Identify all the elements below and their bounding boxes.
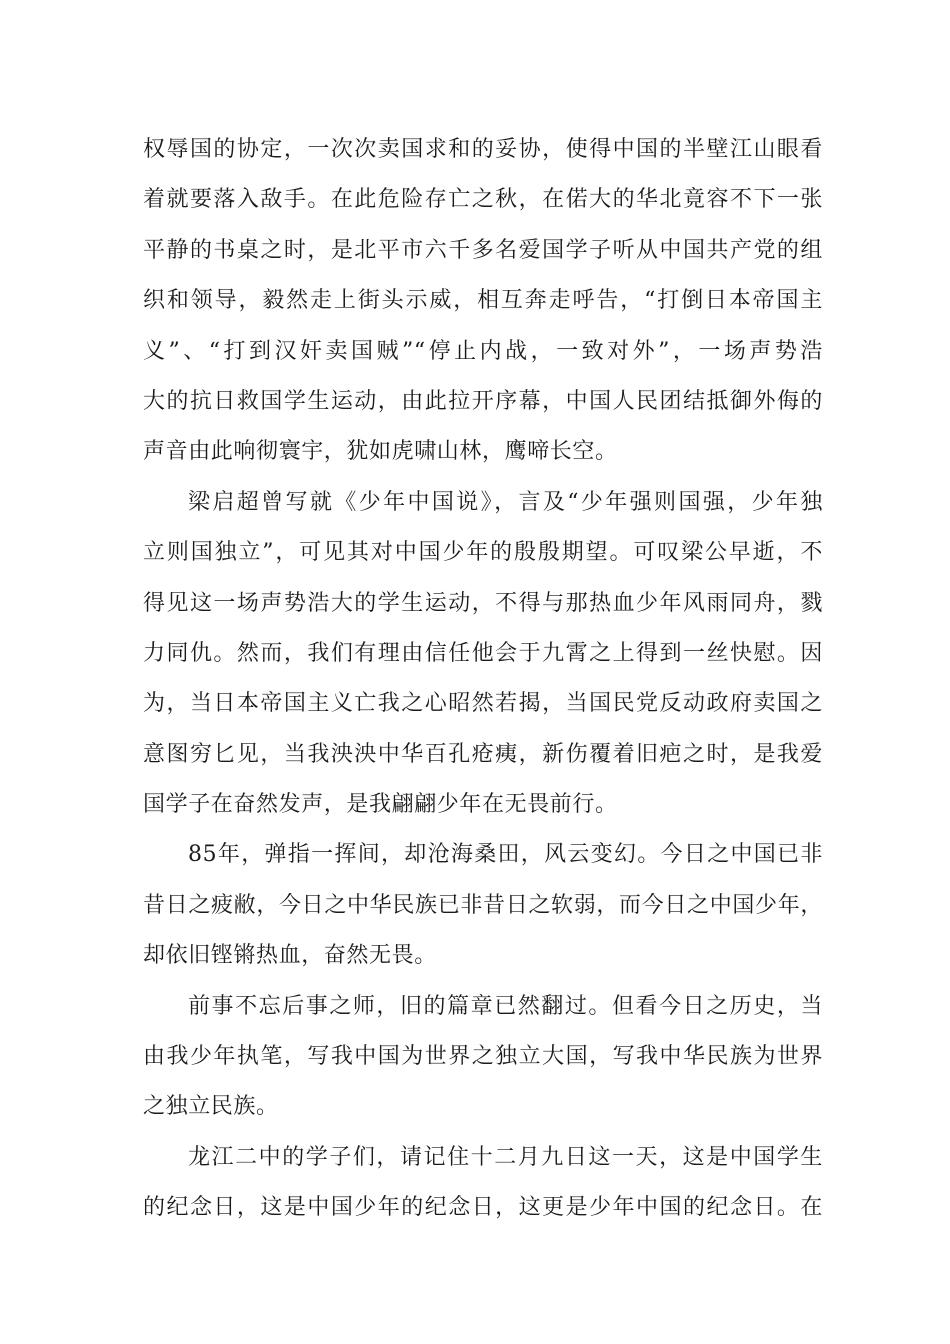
text-line: 意图穷匕见，当我泱泱中华百孔疮痍，新伤覆着旧疤之时，是我爱 [143, 741, 823, 767]
text-line: 前事不忘后事之师，旧的篇章已然翻过。但看今日之历史，当 [188, 993, 823, 1019]
text-line: 平静的书桌之时，是北平市六千多名爱国学子听从中国共产党的组 [143, 237, 823, 263]
paragraph-5 [143, 1133, 823, 1234]
text-line: 国学子在奋然发声，是我翩翩少年在无畏前行。 [143, 792, 618, 818]
text-line: 为，当日本帝国主义亡我之心昭然若揭，当国民党反动政府卖国之 [143, 691, 823, 717]
text-line: 昔日之疲敝，今日之中华民族已非昔日之软弱，而今日之中国少年， [143, 892, 823, 918]
text-line: 之独立民族。 [143, 1094, 279, 1120]
text-line: 立则国独立”，可见其对中国少年的殷殷期望。可叹梁公早逝，不 [143, 540, 823, 566]
text-line: 却依旧铿锵热血，奋然无畏。 [143, 943, 437, 969]
text-line: 85年，弹指一挥间，却沧海桑田，风云变幻。今日之中国已非 [188, 842, 823, 868]
text-line: 由我少年执笔，写我中国为世界之独立大国，写我中华民族为世界 [143, 1044, 823, 1070]
paragraph-4 [143, 982, 823, 1133]
text-line: 的纪念日，这是中国少年的纪念日，这更是少年中国的纪念日。在 [143, 1195, 823, 1221]
text-line: 大的抗日救国学生运动，由此拉开序幕，中国人民团结抵御外侮的 [143, 388, 823, 414]
document-body [143, 125, 823, 1234]
text-line: 龙江二中的学子们，请记住十二月九日这一天，这是中国学生 [188, 1144, 823, 1170]
text-line: 声音由此响彻寰宇，犹如虎啸山林，鹰啼长空。 [143, 439, 618, 465]
text-line: 义”、“打到汉奸卖国贼”“停止内战，一致对外”，一场声势浩 [143, 338, 823, 364]
text-line: 权辱国的协定，一次次卖国求和的妥协，使得中国的半壁江山眼看 [143, 137, 823, 162]
text-line: 着就要落入敌手。在此危险存亡之秋，在偌大的华北竟容不下一张 [143, 187, 823, 213]
paragraph-2 [143, 478, 823, 831]
text-line: 力同仇。然而，我们有理由信任他会于九霄之上得到一丝快慰。因 [143, 640, 823, 666]
paragraph-1 [143, 125, 823, 478]
paragraph-3 [143, 830, 823, 981]
text-line: 梁启超曾写就《少年中国说》，言及“少年强则国强，少年独 [188, 489, 823, 515]
text-line: 织和领导，毅然走上街头示威，相互奔走呼告，“打倒日本帝国主 [143, 288, 823, 314]
text-line: 得见这一场声势浩大的学生运动，不得与那热血少年风雨同舟，戮 [143, 590, 823, 616]
